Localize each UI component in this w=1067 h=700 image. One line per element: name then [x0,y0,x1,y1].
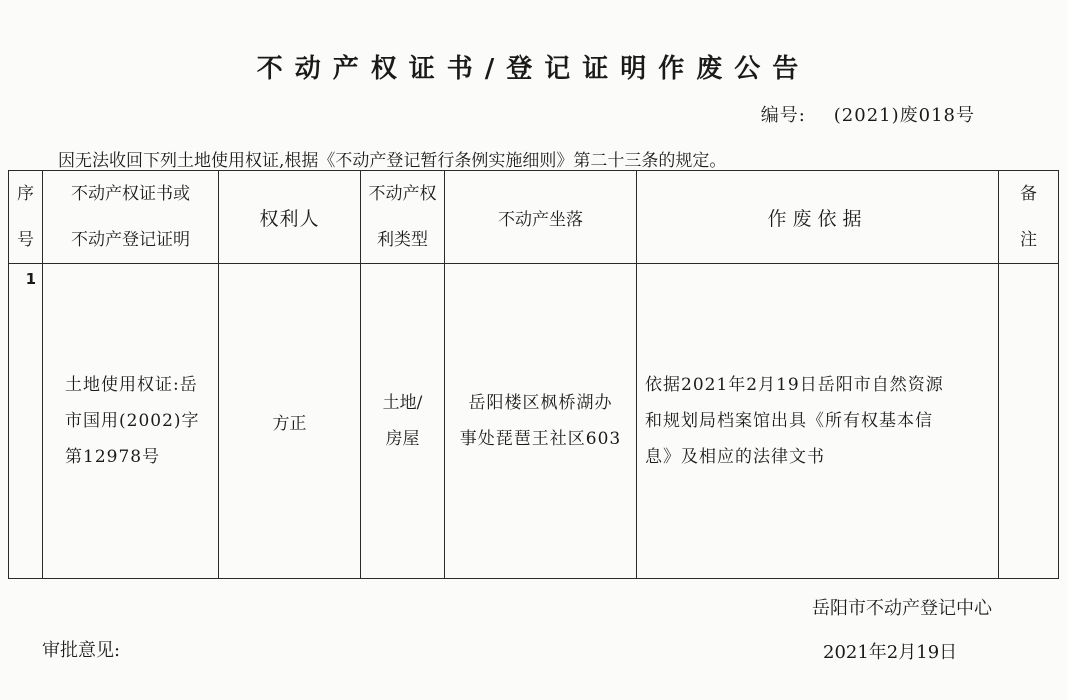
approval-label: 审批意见: [42,640,121,661]
basis-line2: 和规划局档案馆出具《所有权基本信 [645,411,933,431]
header-basis-label: 作废依据 [767,207,868,230]
basis-line3: 息》及相应的法律文书 [645,447,825,467]
cell-seq [9,264,43,579]
header-remark-line2: 注 [1020,230,1037,250]
header-holder [219,171,361,264]
header-seq-line1: 序 [17,184,34,204]
table-row [9,264,1059,579]
page-title: 不动产权证书/登记证明作废公告 [256,54,811,84]
header-holder-label: 权利人 [259,207,320,230]
header-right-type [361,171,445,264]
cell-remark [999,264,1059,579]
cell-cert [43,264,219,579]
cell-right-type [361,264,445,579]
document-number-value: (2021)废018号 [833,105,975,126]
header-cert-line1: 不动产权证书或 [71,184,190,204]
header-cert [43,171,219,264]
basis-line1: 依据2021年2月19日岳阳市自然资源 [645,375,944,395]
header-right-type-line1: 不动产权 [368,184,437,204]
holder-name: 方正 [272,413,307,434]
cert-line1: 土地使用权证:岳 [65,375,198,395]
cell-basis [637,264,999,579]
table-header-row [9,171,1059,264]
cell-location [445,264,637,579]
cert-line2: 市国用(2002)字 [65,411,200,431]
header-location-label: 不动产坐落 [498,209,583,230]
document-number [761,101,975,127]
header-cert-line2: 不动产登记证明 [71,230,190,250]
document-number-label: 编号: [760,105,806,126]
cert-line3: 第12978号 [65,447,161,467]
header-right-type-line2: 利类型 [377,230,428,250]
right-type-line1: 土地/ [382,393,423,413]
cell-holder [219,264,361,579]
issue-date: 2021年2月19日 [823,642,958,663]
header-seq-line2: 号 [17,230,34,250]
intro-text: 因无法收回下列土地使用权证,根据《不动产登记暂行条例实施细则》第二十三条的规定。 [58,151,727,171]
header-seq [9,171,43,264]
header-remark-line1: 备 [1020,184,1037,204]
header-location [445,171,637,264]
row-seq-number: 1 [25,270,36,288]
location-line1: 岳阳楼区枫桥湖办 [468,393,613,413]
location-line2: 事处琵琶王社区603 [459,429,622,449]
header-remark [999,171,1059,264]
issuer-name: 岳阳市不动产登记中心 [812,598,992,619]
void-notice-table [8,170,1059,579]
right-type-line2: 房屋 [385,429,420,449]
header-basis [637,171,999,264]
